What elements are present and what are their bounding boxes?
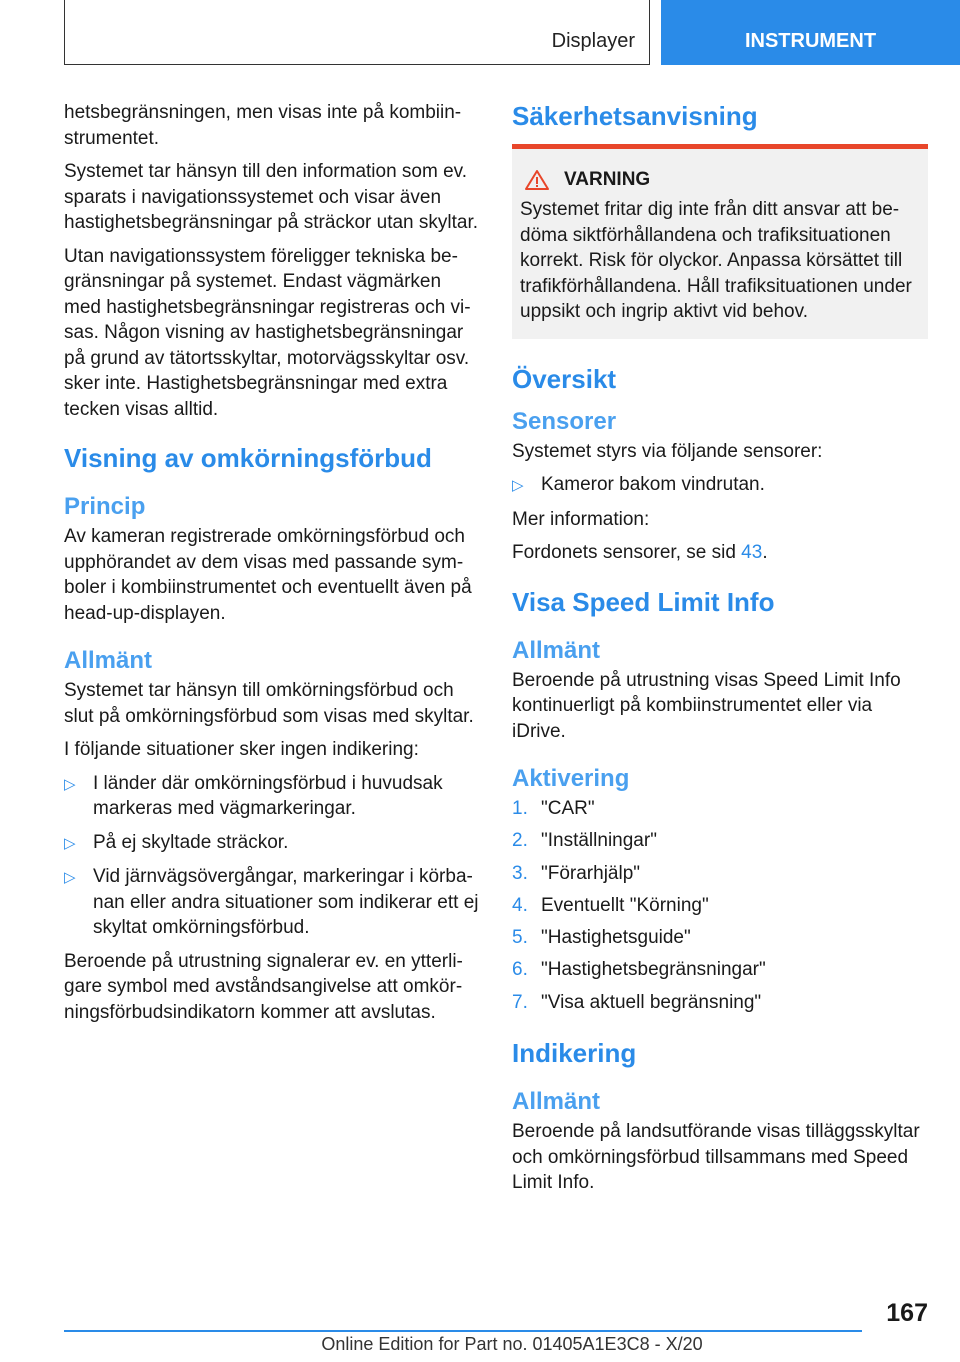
list-item bbox=[512, 796, 928, 822]
warning-box bbox=[512, 144, 928, 339]
header-section-title: Displayer bbox=[551, 30, 635, 52]
heading-indication: Indikering bbox=[512, 1038, 637, 1069]
subheading-activation: Aktivering bbox=[512, 765, 630, 792]
step-number: 5. bbox=[512, 927, 528, 949]
step-number: 2. bbox=[512, 830, 528, 852]
paragraph: Beroende på utrustning visas Speed Limit Info kontinuerligt på kombiinstrumentet eller via iDrive. bbox=[512, 669, 901, 742]
footer-edition: Online Edition for Part no. 01405A1E3C8 - X/20 bbox=[321, 1334, 703, 1354]
list-item-text: Vid järnvägsövergångar, markeringar i körbanan eller andra situationer som indikerar ett ej skyltat omkörningsförbud. bbox=[93, 866, 479, 938]
step-number: 1. bbox=[512, 798, 528, 819]
heading-overtaking-display: Visning av omkörningsförbud bbox=[64, 443, 432, 473]
warning-title bbox=[520, 169, 920, 191]
heading-safety: Säkerhetsanvisning bbox=[512, 101, 758, 131]
page-reference-link[interactable]: 43 bbox=[741, 542, 763, 563]
list-item bbox=[512, 925, 928, 951]
list-item bbox=[512, 861, 928, 887]
list-item bbox=[64, 771, 482, 822]
paragraph: I följande situationer sker ingen indikering: bbox=[64, 739, 419, 760]
warning-title-text: VARNING bbox=[564, 169, 651, 190]
list-item-text: I länder där omkörningsförbud i huvudsak markeras med vägmarkeringar. bbox=[93, 772, 443, 819]
heading-speed-limit-info: Visa Speed Limit Info bbox=[512, 586, 775, 617]
subheading-allmant: Allmänt bbox=[512, 1088, 601, 1116]
paragraph: Utan navigationssystem föreligger tekniska begränsningar på systemet. Endast vägmärken med hastighetsbegränsningar registreras och visas. Någon visning av hastighetsbegränsningar på grund av tätortsskyltar, motorvägsskyltar osv. sker inte. Hastighetsbegränsningar med extra tecken visas alltid. bbox=[64, 245, 471, 420]
paragraph: Beroende på landsutförande visas tilläggsskyltar och omkörningsförbud tillsammans med Speed Limit Info. bbox=[512, 1121, 920, 1194]
header-chapter-tab: INSTRUMENT bbox=[661, 0, 960, 65]
step-number: 3. bbox=[512, 862, 528, 884]
list-item bbox=[512, 990, 928, 1016]
paragraph: Beroende på utrustning signalerar ev. en ytterligare symbol med avståndsangivelse att omkörningsförbudsindikatorn kommer att avslutas. bbox=[64, 950, 463, 1023]
step-text: Eventuellt "Körning" bbox=[541, 894, 709, 916]
step-text: "Visa aktuell begränsning" bbox=[541, 991, 762, 1013]
footer-divider bbox=[64, 1330, 862, 1332]
paragraph: Systemet styrs via följande sensorer: bbox=[512, 440, 823, 462]
triangle-bullet-icon: ▷ bbox=[64, 775, 76, 793]
step-number: 4. bbox=[512, 894, 528, 916]
paragraph: Av kameran registrerade omkörningsförbud och upphörandet av dem visas med passande symboler i kombiinstrumentet och eventuellt även på head-up-displayen. bbox=[64, 526, 472, 624]
step-text: "Inställningar" bbox=[541, 830, 657, 852]
warning-text: Systemet fritar dig inte från ditt ansvar att bedöma siktförhållandena och trafiksituationen korrekt. Risk för olyckor. Anpassa körsättet till trafikförhållandena. Håll trafiksituationen under uppsikt och ingrip aktivt vid behov. bbox=[520, 199, 912, 322]
paragraph: Systemet tar hänsyn till omkörningsförbud och slut på omkörningsförbud som visas med skyltar. bbox=[64, 680, 474, 727]
step-text: "Förarhjälp" bbox=[541, 862, 641, 884]
list-item bbox=[64, 864, 482, 941]
paragraph: hetsbegränsningen, men visas inte på kombiinstrumentet. bbox=[64, 102, 462, 149]
step-text: "Hastighetsbegränsningar" bbox=[541, 959, 766, 981]
subheading-sensors: Sensorer bbox=[512, 407, 617, 435]
page-number: 167 bbox=[886, 1299, 928, 1327]
list-item bbox=[512, 893, 928, 919]
list-item bbox=[512, 828, 928, 854]
subheading-allmant: Allmänt bbox=[64, 647, 153, 674]
step-text: "CAR" bbox=[541, 798, 595, 819]
triangle-bullet-icon: ▷ bbox=[512, 477, 524, 494]
list-item bbox=[512, 957, 928, 983]
header-section-box bbox=[64, 0, 650, 65]
paragraph: Systemet tar hänsyn till den information som ev. sparats i navigationssystemet och visar även hastighetsbegränsningar på sträckor utan skyltar. bbox=[64, 161, 479, 233]
list-item bbox=[512, 472, 928, 499]
step-number: 7. bbox=[512, 991, 528, 1013]
heading-overview: Översikt bbox=[512, 363, 617, 394]
warning-triangle-icon bbox=[524, 169, 550, 191]
list-item bbox=[64, 830, 482, 857]
paragraph: Mer information: bbox=[512, 508, 650, 530]
reference-end: . bbox=[762, 542, 768, 563]
subheading-princip: Princip bbox=[64, 493, 146, 520]
reference-text: Fordonets sensorer, se sid bbox=[512, 542, 742, 563]
step-number: 6. bbox=[512, 959, 528, 981]
subheading-allmant: Allmänt bbox=[512, 636, 601, 664]
list-item-text: På ej skyltade sträckor. bbox=[93, 831, 289, 853]
right-column bbox=[512, 100, 928, 1204]
paragraph-reference bbox=[512, 540, 928, 566]
left-column bbox=[64, 100, 482, 1033]
step-text: "Hastighetsguide" bbox=[541, 927, 691, 949]
triangle-bullet-icon: ▷ bbox=[64, 869, 76, 886]
triangle-bullet-icon: ▷ bbox=[64, 834, 76, 852]
list-item-text: Kameror bakom vindrutan. bbox=[541, 474, 765, 495]
